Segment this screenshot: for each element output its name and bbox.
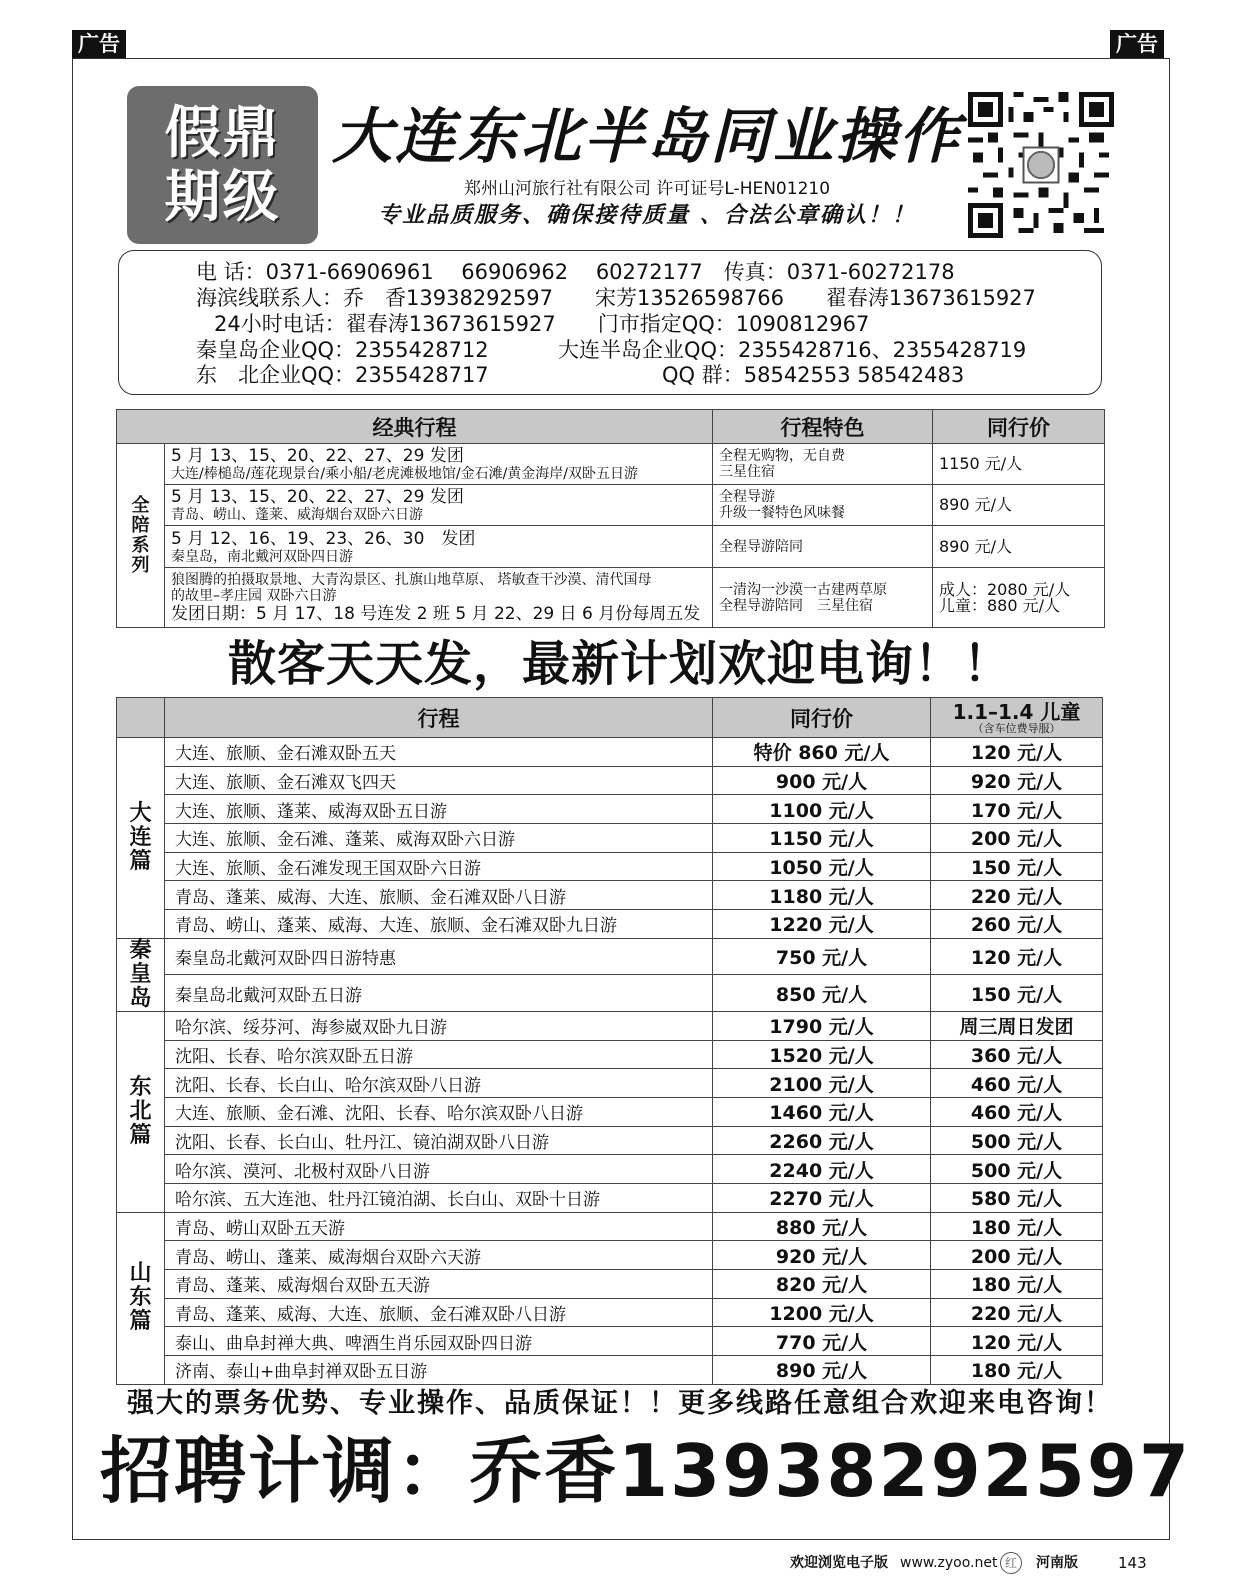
table-row (117, 852, 1103, 881)
price-cell: 成人：2080 元/人 儿童：880 元/人 (933, 568, 1105, 628)
child-price-cell: 150 元/人 (931, 852, 1103, 881)
col-header-route: 行程 (165, 698, 713, 738)
table-row (117, 526, 1105, 568)
daily-departure-headline: 散客天天发，最新计划欢迎电询！！ (227, 636, 1012, 692)
route-cell: 秦皇岛北戴河双卧四日游特惠 (165, 938, 713, 975)
route-price-table (116, 697, 1103, 1385)
recruit-line (100, 1428, 1192, 1514)
price-cell: 1460 元/人 (713, 1097, 931, 1126)
table-row (117, 1212, 1103, 1241)
table-row (117, 1327, 1103, 1356)
price-cell: 900 元/人 (713, 766, 931, 795)
table-row (117, 1011, 1103, 1040)
route-cell: 青岛、蓬莱、威海烟台双卧五天游 (165, 1270, 713, 1299)
table-row (117, 1298, 1103, 1327)
route-cell: 5 月 13、15、20、22、27、29 发团 大连/棒槌岛/莲花现景台/乘小船/老虎滩极地馆/金石滩/黄金海岸/双卧五日游 (165, 444, 713, 485)
route-cell: 青岛、崂山、蓬莱、威海、大连、旅顺、金石滩双卧九日游 (165, 910, 713, 939)
ad-tag-left: 广告 (72, 30, 126, 58)
price-cell: 1150 元/人 (713, 824, 931, 853)
child-price-cell: 120 元/人 (931, 1327, 1103, 1356)
price-cell: 890 元/人 (933, 526, 1105, 568)
route-cell: 泰山、曲阜封禅大典、啤酒生肖乐园双卧四日游 (165, 1327, 713, 1356)
price-cell: 1790 元/人 (713, 1011, 931, 1040)
price-cell: 1150 元/人 (933, 444, 1105, 485)
route-cell: 济南、泰山+曲阜封禅双卧五日游 (165, 1356, 713, 1385)
table-row (117, 485, 1105, 526)
feature-cell: 全程无购物，无自费 三星住宿 (713, 444, 933, 485)
qq-group: QQ 群：58542553 58542483 (662, 363, 965, 387)
route-cell: 哈尔滨、漠河、北极村双卧八日游 (165, 1155, 713, 1184)
child-price-cell: 150 元/人 (931, 975, 1103, 1012)
child-price-cell: 500 元/人 (931, 1155, 1103, 1184)
child-price-cell: 220 元/人 (931, 1298, 1103, 1327)
col-header-blank (117, 698, 165, 738)
table-row (117, 795, 1103, 824)
table-row (117, 1241, 1103, 1270)
slogan: 专业品质服务、确保接待质量 、合法公章确认！！ (378, 203, 916, 228)
classic-tour-table (116, 409, 1105, 628)
child-price-cell: 周三周日发团 (931, 1011, 1103, 1040)
table-row (117, 881, 1103, 910)
route-cell: 沈阳、长春、长白山、哈尔滨双卧八日游 (165, 1069, 713, 1098)
price-cell: 850 元/人 (713, 975, 931, 1012)
qinhuangdao-qq: 秦皇岛企业QQ：2355428712 (196, 338, 489, 362)
child-price-cell: 200 元/人 (931, 1241, 1103, 1270)
price-cell: 1100 元/人 (713, 795, 931, 824)
table-row (117, 1040, 1103, 1069)
child-price-cell: 180 元/人 (931, 1270, 1103, 1299)
table-row (117, 938, 1103, 975)
route-cell: 青岛、蓬莱、威海、大连、旅顺、金石滩双卧八日游 (165, 881, 713, 910)
col-header-feature: 行程特色 (713, 410, 933, 444)
child-price-cell: 460 元/人 (931, 1097, 1103, 1126)
price-cell: 750 元/人 (713, 938, 931, 975)
route-cell: 青岛、蓬莱、威海、大连、旅顺、金石滩双卧八日游 (165, 1298, 713, 1327)
child-price-cell: 180 元/人 (931, 1212, 1103, 1241)
group-label: 大连篇 (117, 738, 165, 939)
child-price-cell: 120 元/人 (931, 738, 1103, 767)
route-cell: 沈阳、长春、长白山、牡丹江、镜泊湖双卧八日游 (165, 1126, 713, 1155)
route-cell: 大连、旅顺、金石滩、沈阳、长春、哈尔滨双卧八日游 (165, 1097, 713, 1126)
child-price-cell: 360 元/人 (931, 1040, 1103, 1069)
group-label: 东北篇 (117, 1011, 165, 1212)
price-cell: 2240 元/人 (713, 1155, 931, 1184)
route-cell: 大连、旅顺、金石滩双卧五天 (165, 738, 713, 767)
route-cell: 5 月 13、15、20、22、27、29 发团 青岛、崂山、蓬莱、威海烟台双卧六日游 (165, 485, 713, 526)
price-cell: 1200 元/人 (713, 1298, 931, 1327)
route-cell: 狼图腾的拍摄取景地、大青沟景区、扎旗山地草原、 塔敏查干沙漠、清代国母 的故里–孝庄园 双卧六日游 发团日期：5 月 17、18 号连发 2 班 5 月 22、29 日 6 月份每周五发 (165, 568, 713, 628)
child-price-cell: 120 元/人 (931, 938, 1103, 975)
recruit-label: 招聘计调： (100, 1429, 471, 1513)
table-row (117, 444, 1105, 485)
phone-fax-row: 电 话：0371-66906961 66906962 60272177 传真：0371-60272178 (196, 260, 955, 284)
table-row (117, 1356, 1103, 1385)
price-cell: 1180 元/人 (713, 881, 931, 910)
price-cell: 820 元/人 (713, 1270, 931, 1299)
table-row (117, 1097, 1103, 1126)
child-price-cell: 180 元/人 (931, 1356, 1103, 1385)
group-label: 秦皇岛 (117, 938, 165, 1011)
route-cell: 大连、旅顺、金石滩双飞四天 (165, 766, 713, 795)
hotline-row: 24小时电话：翟春涛13673615927 门市指定QQ：1090812967 (214, 312, 870, 336)
child-price-cell: 460 元/人 (931, 1069, 1103, 1098)
price-cell: 2260 元/人 (713, 1126, 931, 1155)
route-cell: 哈尔滨、绥芬河、海参崴双卧九日游 (165, 1011, 713, 1040)
footer-logo-icon: 红 (996, 1550, 1026, 1576)
price-cell: 2100 元/人 (713, 1069, 931, 1098)
ad-tag-right: 广告 (1110, 30, 1164, 58)
route-cell: 哈尔滨、五大连池、牡丹江镜泊湖、长白山、双卧十日游 (165, 1183, 713, 1212)
footer-browse: 欢迎浏览电子版 (790, 1555, 888, 1571)
price-cell: 1050 元/人 (713, 852, 931, 881)
route-cell: 沈阳、长春、哈尔滨双卧五日游 (165, 1040, 713, 1069)
table-row (117, 766, 1103, 795)
route-cell: 青岛、崂山双卧五天游 (165, 1212, 713, 1241)
price-cell: 890 元/人 (933, 485, 1105, 526)
dongbei-qq: 东 北企业QQ：2355428717 (196, 363, 489, 387)
feature-cell: 一清沟一沙漠一古建两草原 全程导游陪同 三星住宿 (713, 568, 933, 628)
agency-logo (127, 86, 318, 244)
price-cell: 920 元/人 (713, 1241, 931, 1270)
table-row (117, 1270, 1103, 1299)
group-label: 山东篇 (117, 1212, 165, 1384)
price-cell: 890 元/人 (713, 1356, 931, 1385)
child-price-cell: 170 元/人 (931, 795, 1103, 824)
route-cell: 大连、旅顺、蓬莱、威海双卧五日游 (165, 795, 713, 824)
recruit-phone: 乔香13938292597 (470, 1429, 1192, 1513)
child-price-cell: 200 元/人 (931, 824, 1103, 853)
table-row (117, 1126, 1103, 1155)
page-title: 大连东北半岛同业操作 (332, 102, 962, 172)
page-number: 143 (1118, 1554, 1147, 1572)
service-slogan: 强大的票务优势、专业操作、品质保证！！更多线路任意组合欢迎来电咨询！ (127, 1388, 1113, 1419)
price-cell: 1520 元/人 (713, 1040, 931, 1069)
price-cell: 特价 860 元/人 (713, 738, 931, 767)
table-row (117, 1069, 1103, 1098)
table-row (117, 738, 1103, 767)
child-price-cell: 920 元/人 (931, 766, 1103, 795)
footer-url[interactable]: www.zyoo.net (900, 1555, 998, 1571)
table-row (117, 824, 1103, 853)
series-label: 全陪系列 (117, 444, 165, 628)
route-cell: 秦皇岛北戴河双卧五日游 (165, 975, 713, 1012)
table-row (117, 975, 1103, 1012)
table-row (117, 910, 1103, 939)
route-cell: 5 月 12、16、19、23、26、30 发团 秦皇岛，南北戴河双卧四日游 (165, 526, 713, 568)
company-license: 郑州山河旅行社有限公司 许可证号L-HEN01210 (463, 179, 831, 199)
route-cell: 大连、旅顺、金石滩、蓬莱、威海双卧六日游 (165, 824, 713, 853)
price-cell: 880 元/人 (713, 1212, 931, 1241)
table-row (117, 1155, 1103, 1184)
coastal-contacts-row: 海滨线联系人：乔 香13938292597 宋芳13526598766 翟春涛13673615927 (196, 286, 1036, 310)
child-price-cell: 580 元/人 (931, 1183, 1103, 1212)
child-price-cell: 260 元/人 (931, 910, 1103, 939)
col-header-price: 同行价 (933, 410, 1105, 444)
col-header-price: 同行价 (713, 698, 931, 738)
qr-code-icon[interactable] (968, 92, 1114, 238)
table-row (117, 1183, 1103, 1212)
feature-cell: 全程导游 升级一餐特色风味餐 (713, 485, 933, 526)
route-cell: 青岛、崂山、蓬莱、威海烟台双卧六天游 (165, 1241, 713, 1270)
table-header-row (117, 698, 1103, 738)
child-price-cell: 500 元/人 (931, 1126, 1103, 1155)
table-row (117, 568, 1105, 628)
table-header-row (117, 410, 1105, 444)
route-cell: 大连、旅顺、金石滩发现王国双卧六日游 (165, 852, 713, 881)
col-header-route: 经典行程 (117, 410, 713, 444)
col-header-child: 1.1–1.4 儿童 （含车位费导服） (931, 698, 1103, 738)
feature-cell: 全程导游陪同 (713, 526, 933, 568)
logo-line-1: 假鼎 (164, 100, 281, 166)
logo-line-2: 期级 (164, 164, 281, 230)
child-price-cell: 220 元/人 (931, 881, 1103, 910)
dalian-qq: 大连半岛企业QQ：2355428716、2355428719 (558, 338, 1027, 362)
footer-edition: 河南版 (1036, 1555, 1078, 1571)
price-cell: 2270 元/人 (713, 1183, 931, 1212)
price-cell: 1220 元/人 (713, 910, 931, 939)
price-cell: 770 元/人 (713, 1327, 931, 1356)
